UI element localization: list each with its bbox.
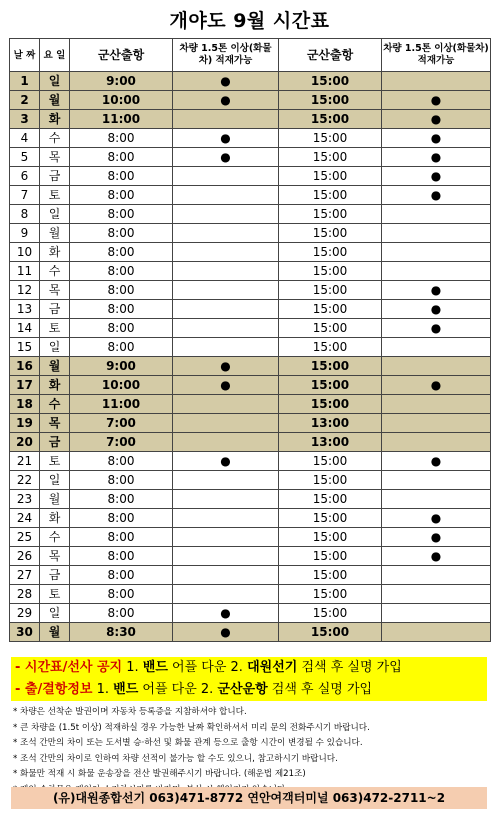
table-row xyxy=(10,262,491,281)
gunsan-departure-cell: 8:00 xyxy=(70,547,173,566)
day-cell: 토 xyxy=(40,452,70,471)
notice-schedule-step1: 1. xyxy=(122,660,143,675)
vehicle-1-cell xyxy=(173,300,279,319)
notice-operation-step1: 1. xyxy=(92,682,114,697)
date-cell: 21 xyxy=(10,452,40,471)
vehicle-2-cell: ● xyxy=(382,91,491,110)
day-cell: 목 xyxy=(40,414,70,433)
date-cell: 19 xyxy=(10,414,40,433)
table-row xyxy=(10,585,491,604)
vehicle-1-cell: ● xyxy=(173,623,279,642)
table-row xyxy=(10,490,491,509)
notice-operation-label: - 출/결항정보 xyxy=(15,682,93,697)
table-row xyxy=(10,91,491,110)
note-item: * 조석 간만의 차이로 인하여 차량 선적이 불가능 할 수도 있으니, 참고하시기 바랍니다. xyxy=(13,753,338,764)
vehicle-1-cell xyxy=(173,224,279,243)
return-departure-cell: 15:00 xyxy=(279,509,382,528)
vehicle-1-cell xyxy=(173,433,279,452)
header-day: 요 일 xyxy=(40,39,70,72)
table-row xyxy=(10,452,491,471)
return-departure-cell: 15:00 xyxy=(279,623,382,642)
date-cell: 4 xyxy=(10,129,40,148)
table-row xyxy=(10,414,491,433)
contact-footer: (유)대원종합선기 063)471-8772 연안여객터미널 063)472-2711~2 xyxy=(11,787,487,809)
vehicle-2-cell xyxy=(382,623,491,642)
return-departure-cell: 15:00 xyxy=(279,91,382,110)
vehicle-2-cell xyxy=(382,243,491,262)
notes-list xyxy=(13,705,489,798)
date-cell: 6 xyxy=(10,167,40,186)
table-row xyxy=(10,281,491,300)
day-cell: 금 xyxy=(40,167,70,186)
gunsan-departure-cell: 8:00 xyxy=(70,604,173,623)
vehicle-1-cell: ● xyxy=(173,376,279,395)
date-cell: 28 xyxy=(10,585,40,604)
vehicle-1-cell xyxy=(173,281,279,300)
table-row xyxy=(10,224,491,243)
notice-schedule-tail: 검색 후 실명 가입 xyxy=(297,660,402,675)
day-cell: 월 xyxy=(40,224,70,243)
return-departure-cell: 15:00 xyxy=(279,72,382,91)
return-departure-cell: 15:00 xyxy=(279,300,382,319)
vehicle-2-cell: ● xyxy=(382,547,491,566)
notice-operation-tail: 검색 후 실명 가입 xyxy=(267,682,373,697)
vehicle-2-cell: ● xyxy=(382,281,491,300)
date-cell: 27 xyxy=(10,566,40,585)
gunsan-departure-cell: 8:00 xyxy=(70,281,173,300)
vehicle-1-cell: ● xyxy=(173,148,279,167)
date-cell: 22 xyxy=(10,471,40,490)
table-row xyxy=(10,604,491,623)
gunsan-departure-cell: 8:00 xyxy=(70,452,173,471)
table-row xyxy=(10,433,491,452)
note-item: * 조석 간만의 차이 또는 도서별 승·하선 및 화물 관계 등으로 출항 시간이 변경될 수 있습니다. xyxy=(13,738,363,748)
vehicle-1-cell: ● xyxy=(173,129,279,148)
vehicle-2-cell: ● xyxy=(382,148,491,167)
date-cell: 1 xyxy=(10,72,40,91)
header-return-departure: 군산출항 xyxy=(279,39,382,72)
date-cell: 17 xyxy=(10,376,40,395)
vehicle-2-cell: ● xyxy=(382,319,491,338)
vehicle-2-cell: ● xyxy=(382,509,491,528)
table-row xyxy=(10,395,491,414)
return-departure-cell: 15:00 xyxy=(279,281,382,300)
vehicle-2-cell: ● xyxy=(382,376,491,395)
vehicle-1-cell xyxy=(173,205,279,224)
return-departure-cell: 15:00 xyxy=(279,205,382,224)
vehicle-1-cell xyxy=(173,566,279,585)
header-gunsan-departure: 군산출항 xyxy=(70,39,173,72)
vehicle-1-cell xyxy=(173,243,279,262)
vehicle-1-cell xyxy=(173,585,279,604)
vehicle-2-cell xyxy=(382,490,491,509)
return-departure-cell: 15:00 xyxy=(279,452,382,471)
table-row xyxy=(10,509,491,528)
vehicle-1-cell xyxy=(173,110,279,129)
vehicle-1-cell: ● xyxy=(173,604,279,623)
date-cell: 18 xyxy=(10,395,40,414)
date-cell: 13 xyxy=(10,300,40,319)
vehicle-1-cell xyxy=(173,547,279,566)
return-departure-cell: 15:00 xyxy=(279,357,382,376)
table-row xyxy=(10,319,491,338)
gunsan-departure-cell: 11:00 xyxy=(70,110,173,129)
date-cell: 7 xyxy=(10,186,40,205)
vehicle-2-cell xyxy=(382,604,491,623)
return-departure-cell: 15:00 xyxy=(279,319,382,338)
vehicle-1-cell xyxy=(173,509,279,528)
table-row xyxy=(10,566,491,585)
date-cell: 26 xyxy=(10,547,40,566)
return-departure-cell: 15:00 xyxy=(279,395,382,414)
table-row xyxy=(10,471,491,490)
notice-schedule-app: 밴드 xyxy=(142,660,168,675)
gunsan-departure-cell: 8:00 xyxy=(70,300,173,319)
gunsan-departure-cell: 8:00 xyxy=(70,471,173,490)
gunsan-departure-cell: 8:00 xyxy=(70,319,173,338)
vehicle-1-cell xyxy=(173,338,279,357)
return-departure-cell: 15:00 xyxy=(279,566,382,585)
table-row xyxy=(10,129,491,148)
gunsan-departure-cell: 8:00 xyxy=(70,186,173,205)
gunsan-departure-cell: 9:00 xyxy=(70,72,173,91)
vehicle-1-cell xyxy=(173,186,279,205)
date-cell: 20 xyxy=(10,433,40,452)
day-cell: 화 xyxy=(40,509,70,528)
date-cell: 25 xyxy=(10,528,40,547)
gunsan-departure-cell: 8:00 xyxy=(70,129,173,148)
notice-schedule-step2: 어플 다운 2. xyxy=(167,660,248,675)
schedule-table xyxy=(9,38,491,642)
day-cell: 목 xyxy=(40,148,70,167)
header-date: 날 짜 xyxy=(10,39,40,72)
day-cell: 금 xyxy=(40,433,70,452)
vehicle-1-cell: ● xyxy=(173,91,279,110)
vehicle-2-cell: ● xyxy=(382,300,491,319)
day-cell: 일 xyxy=(40,338,70,357)
day-cell: 금 xyxy=(40,300,70,319)
date-cell: 30 xyxy=(10,623,40,642)
header-row xyxy=(10,39,491,72)
vehicle-2-cell xyxy=(382,357,491,376)
header-vehicle-2: 차량 1.5톤 이상(화물차) 적재가능 xyxy=(382,39,491,72)
table-row xyxy=(10,167,491,186)
date-cell: 15 xyxy=(10,338,40,357)
gunsan-departure-cell: 7:00 xyxy=(70,433,173,452)
day-cell: 일 xyxy=(40,72,70,91)
date-cell: 11 xyxy=(10,262,40,281)
date-cell: 14 xyxy=(10,319,40,338)
vehicle-1-cell xyxy=(173,262,279,281)
gunsan-departure-cell: 9:00 xyxy=(70,357,173,376)
note-item: * 화물만 적재 시 화물 운송장을 전산 발권해주시기 바랍니다. (해운법 제21조) xyxy=(13,769,306,779)
date-cell: 9 xyxy=(10,224,40,243)
return-departure-cell: 15:00 xyxy=(279,110,382,129)
vehicle-1-cell: ● xyxy=(173,357,279,376)
vehicle-2-cell xyxy=(382,72,491,91)
vehicle-1-cell xyxy=(173,490,279,509)
return-departure-cell: 15:00 xyxy=(279,262,382,281)
table-row xyxy=(10,300,491,319)
vehicle-2-cell xyxy=(382,205,491,224)
date-cell: 3 xyxy=(10,110,40,129)
vehicle-2-cell xyxy=(382,338,491,357)
day-cell: 화 xyxy=(40,376,70,395)
vehicle-2-cell: ● xyxy=(382,528,491,547)
vehicle-2-cell xyxy=(382,224,491,243)
vehicle-2-cell: ● xyxy=(382,129,491,148)
day-cell: 토 xyxy=(40,585,70,604)
return-departure-cell: 13:00 xyxy=(279,433,382,452)
vehicle-2-cell: ● xyxy=(382,110,491,129)
return-departure-cell: 15:00 xyxy=(279,471,382,490)
note-item: * 차량은 선착순 발권이며 자동차 등록증을 지참하셔야 합니다. xyxy=(13,707,247,717)
vehicle-1-cell: ● xyxy=(173,72,279,91)
day-cell: 화 xyxy=(40,243,70,262)
vehicle-1-cell xyxy=(173,528,279,547)
gunsan-departure-cell: 8:00 xyxy=(70,224,173,243)
day-cell: 월 xyxy=(40,91,70,110)
return-departure-cell: 15:00 xyxy=(279,167,382,186)
table-row xyxy=(10,243,491,262)
gunsan-departure-cell: 8:00 xyxy=(70,566,173,585)
gunsan-departure-cell: 8:00 xyxy=(70,262,173,281)
date-cell: 10 xyxy=(10,243,40,262)
day-cell: 일 xyxy=(40,205,70,224)
date-cell: 29 xyxy=(10,604,40,623)
vehicle-1-cell xyxy=(173,471,279,490)
gunsan-departure-cell: 8:00 xyxy=(70,490,173,509)
day-cell: 월 xyxy=(40,490,70,509)
return-departure-cell: 15:00 xyxy=(279,148,382,167)
vehicle-1-cell xyxy=(173,319,279,338)
gunsan-departure-cell: 7:00 xyxy=(70,414,173,433)
day-cell: 금 xyxy=(40,566,70,585)
vehicle-2-cell xyxy=(382,433,491,452)
return-departure-cell: 15:00 xyxy=(279,604,382,623)
return-departure-cell: 15:00 xyxy=(279,129,382,148)
gunsan-departure-cell: 8:00 xyxy=(70,148,173,167)
vehicle-1-cell xyxy=(173,414,279,433)
vehicle-2-cell xyxy=(382,566,491,585)
day-cell: 수 xyxy=(40,528,70,547)
vehicle-2-cell: ● xyxy=(382,186,491,205)
gunsan-departure-cell: 10:00 xyxy=(70,91,173,110)
table-row xyxy=(10,110,491,129)
day-cell: 일 xyxy=(40,471,70,490)
notice-schedule-keyword: 대원선기 xyxy=(247,660,298,675)
vehicle-2-cell xyxy=(382,414,491,433)
vehicle-2-cell xyxy=(382,585,491,604)
return-departure-cell: 15:00 xyxy=(279,490,382,509)
vehicle-2-cell: ● xyxy=(382,452,491,471)
schedule-body xyxy=(10,72,491,642)
gunsan-departure-cell: 8:00 xyxy=(70,338,173,357)
table-row xyxy=(10,547,491,566)
day-cell: 수 xyxy=(40,395,70,414)
gunsan-departure-cell: 8:00 xyxy=(70,205,173,224)
date-cell: 16 xyxy=(10,357,40,376)
return-departure-cell: 15:00 xyxy=(279,547,382,566)
notice-schedule-label: - 시간표/선사 공지 xyxy=(15,660,123,675)
day-cell: 목 xyxy=(40,281,70,300)
return-departure-cell: 15:00 xyxy=(279,528,382,547)
date-cell: 12 xyxy=(10,281,40,300)
date-cell: 24 xyxy=(10,509,40,528)
return-departure-cell: 15:00 xyxy=(279,338,382,357)
table-row xyxy=(10,528,491,547)
header-vehicle-1: 차량 1.5톤 이상(화물차) 적재가능 xyxy=(173,39,279,72)
table-row xyxy=(10,148,491,167)
page-title: 개야도 9월 시간표 xyxy=(169,10,330,32)
return-departure-cell: 15:00 xyxy=(279,186,382,205)
table-row xyxy=(10,338,491,357)
day-cell: 월 xyxy=(40,357,70,376)
day-cell: 수 xyxy=(40,262,70,281)
table-row xyxy=(10,357,491,376)
day-cell: 토 xyxy=(40,319,70,338)
day-cell: 수 xyxy=(40,129,70,148)
gunsan-departure-cell: 8:00 xyxy=(70,585,173,604)
return-departure-cell: 15:00 xyxy=(279,243,382,262)
date-cell: 8 xyxy=(10,205,40,224)
vehicle-2-cell xyxy=(382,262,491,281)
vehicle-2-cell xyxy=(382,395,491,414)
notice-operation-keyword: 군산운항 xyxy=(217,682,268,697)
notice-schedule xyxy=(11,657,487,679)
day-cell: 목 xyxy=(40,547,70,566)
day-cell: 화 xyxy=(40,110,70,129)
return-departure-cell: 15:00 xyxy=(279,585,382,604)
note-item: * 큰 차량을 (1.5t 이상) 적재하실 경우 가능한 날짜 확인하셔서 미리 문의 전화주시기 바랍니다. xyxy=(13,722,370,733)
gunsan-departure-cell: 8:00 xyxy=(70,167,173,186)
day-cell: 일 xyxy=(40,604,70,623)
gunsan-departure-cell: 8:00 xyxy=(70,528,173,547)
date-cell: 5 xyxy=(10,148,40,167)
gunsan-departure-cell: 8:30 xyxy=(70,623,173,642)
return-departure-cell: 13:00 xyxy=(279,414,382,433)
day-cell: 토 xyxy=(40,186,70,205)
table-row xyxy=(10,376,491,395)
return-departure-cell: 15:00 xyxy=(279,376,382,395)
date-cell: 23 xyxy=(10,490,40,509)
vehicle-2-cell xyxy=(382,471,491,490)
gunsan-departure-cell: 11:00 xyxy=(70,395,173,414)
return-departure-cell: 15:00 xyxy=(279,224,382,243)
day-cell: 월 xyxy=(40,623,70,642)
vehicle-1-cell xyxy=(173,395,279,414)
table-row xyxy=(10,186,491,205)
notice-operation xyxy=(11,679,487,701)
vehicle-1-cell xyxy=(173,167,279,186)
notice-operation-step2: 어플 다운 2. xyxy=(138,682,218,697)
vehicle-1-cell: ● xyxy=(173,452,279,471)
table-row xyxy=(10,623,491,642)
gunsan-departure-cell: 10:00 xyxy=(70,376,173,395)
gunsan-departure-cell: 8:00 xyxy=(70,509,173,528)
table-row xyxy=(10,72,491,91)
date-cell: 2 xyxy=(10,91,40,110)
vehicle-2-cell: ● xyxy=(382,167,491,186)
table-row xyxy=(10,205,491,224)
notice-operation-app: 밴드 xyxy=(113,682,139,697)
gunsan-departure-cell: 8:00 xyxy=(70,243,173,262)
